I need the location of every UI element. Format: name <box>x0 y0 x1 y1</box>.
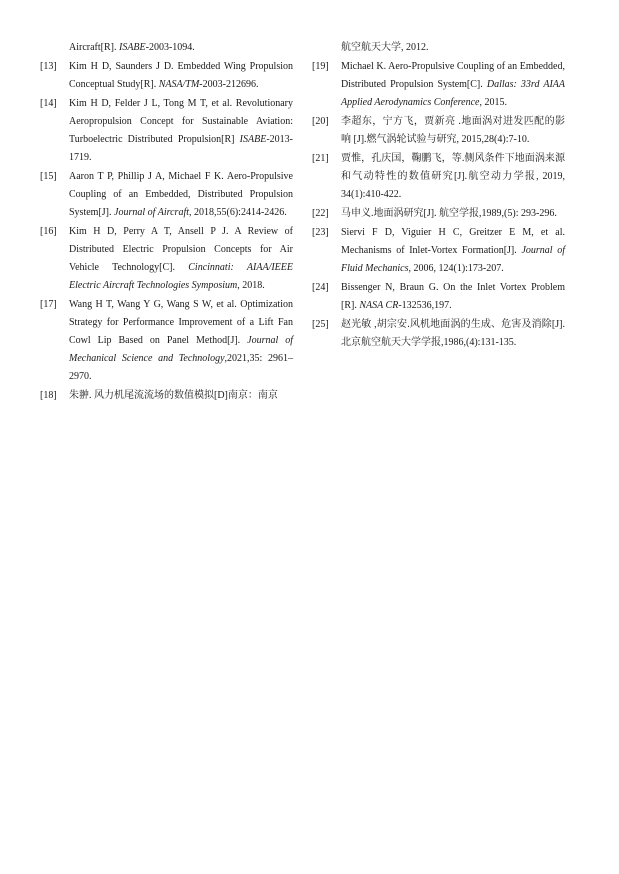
reference-segment: 贾惟，孔庆国，鞠鹏飞，等.侧风条件下地面涡来源和气动特性的数值研究[J].航空动力学报, 2019, 34(1):410-422. <box>341 153 565 200</box>
reference-text <box>69 223 293 295</box>
reference-segment: -132536,197. <box>398 300 452 311</box>
reference-text <box>341 279 565 315</box>
reference-segment: 马申义.地面涡研究[J]. 航空学报,1989,(5): 293-296. <box>341 208 557 219</box>
continuation-tail: -2003-1094. <box>145 42 195 53</box>
reference-number: [15] <box>40 171 57 182</box>
reference-segment: -2013-1719. <box>69 134 293 163</box>
reference-item <box>40 95 293 167</box>
reference-item <box>312 316 565 352</box>
reference-number: [19] <box>312 61 329 72</box>
reference-number: [23] <box>312 227 329 238</box>
reference-number: [22] <box>312 208 329 219</box>
reference-item <box>40 58 293 94</box>
reference-number: [16] <box>40 226 57 237</box>
reference-number: [18] <box>40 390 57 401</box>
reference-italic-segment: NASA/TM <box>158 79 200 90</box>
reference-segment: , 2015. <box>479 97 507 108</box>
reference-item <box>312 150 565 204</box>
left-column <box>40 39 293 405</box>
reference-italic-segment: Journal of Aircraft <box>114 207 189 218</box>
continuation-italic: ISABE <box>118 42 146 53</box>
reference-item <box>312 279 565 315</box>
reference-segment: Kim H D, Perry A T, Ansell P J. A Review of Distributed Electric Propulsion Concepts for Air Vehicle Technology[C]. <box>69 226 293 273</box>
reference-segment: Kim H D, Felder J L, Tong M T, et al. Revolutionary Aeropropulsion Concept for Sustainable Aviation: Turboelectric Distributed Propulsion[R] <box>69 98 293 145</box>
reference-text <box>69 95 293 167</box>
right-column <box>312 39 565 352</box>
right-reference-list <box>312 58 565 352</box>
reference-text <box>69 58 293 94</box>
reference-segment: 朱翀. 风力机尾流流场的数值模拟[D]南京：南京 <box>69 390 278 401</box>
reference-item <box>312 224 565 278</box>
reference-segment: 李超东，宁方飞，贾新亮 .地面涡对进发匹配的影响 [J].燃气涡轮试验与研究, 2015,28(4):7-10. <box>341 116 565 145</box>
reference-italic-segment: Cincinnati: AIAA/IEEE Electric Aircraft Technologies Symposium <box>69 262 294 291</box>
continuation-text: 航空航天大学, 2012. <box>341 42 429 53</box>
reference-italic-segment: Dallas: 33rd AIAA Applied Aerodynamics Conference <box>341 79 565 108</box>
reference-segment: Bissenger N, Braun G. On the Inlet Vortex Problem [R]. <box>341 282 565 311</box>
reference-item <box>312 113 565 149</box>
continuation-text: Aircraft[R]. <box>69 42 119 53</box>
reference-item <box>40 296 293 386</box>
reference-item <box>40 387 293 405</box>
left-reference-list <box>40 58 293 405</box>
reference-number: [25] <box>312 319 329 330</box>
reference-italic-segment: NASA CR <box>359 300 399 311</box>
reference-italic-segment: Journal of Mechanical Science and Technology <box>69 335 294 364</box>
reference-text <box>341 205 565 223</box>
reference-number: [17] <box>40 299 57 310</box>
reference-italic-segment: ISABE <box>239 134 267 145</box>
reference-segment: -2003-212696. <box>199 79 259 90</box>
reference-segment: Aaron T P, Phillip J A, Michael F K. Aero-Propulsive Coupling of an Embedded, Distributed Propulsion System[J]. <box>69 171 293 218</box>
reference-item <box>40 168 293 222</box>
reference-item <box>40 223 293 295</box>
reference-text <box>341 224 565 278</box>
reference-text <box>341 113 565 149</box>
reference-text <box>69 296 293 386</box>
reference-text <box>341 316 565 352</box>
reference-italic-segment: Journal of Fluid Mechanics <box>341 245 565 274</box>
reference-segment: ,2021,35: 2961–2970. <box>69 353 293 382</box>
reference-segment: Kim H D, Saunders J D. Embedded Wing Propulsion Conceptual Study[R]. <box>69 61 293 90</box>
reference-text <box>69 168 293 222</box>
reference-text <box>341 58 565 112</box>
reference-segment: , 2018,55(6):2414-2426. <box>189 207 287 218</box>
reference-number: [24] <box>312 282 329 293</box>
reference-text <box>69 387 293 405</box>
reference-segment: , 2018. <box>237 280 265 291</box>
reference-number: [13] <box>40 61 57 72</box>
reference-text <box>341 150 565 204</box>
reference-segment: Siervi F D, Viguier H C, Greitzer E M, et al. Mechanisms of Inlet-Vortex Formation[J]. <box>341 227 565 256</box>
reference-segment: 赵光敏 ,胡宗安.风机地面涡的生成、危害及消除[J].北京航空航天大学学报,1986,(4):131-135. <box>341 319 565 348</box>
reference-segment: Wang H T, Wang Y G, Wang S W, et al. Optimization Strategy for Performance Improvement of a Lift Fan Cowl Lip Based on Panel Method[J]. <box>69 299 293 346</box>
reference-segment: Michael K. Aero-Propulsive Coupling of an Embedded, Distributed Propulsion System[C]. <box>341 61 565 90</box>
continuation-line <box>40 39 293 57</box>
reference-number: [14] <box>40 98 57 109</box>
continuation-line <box>312 39 565 57</box>
reference-segment: , 2006, 124(1):173-207. <box>408 263 504 274</box>
reference-item <box>312 58 565 112</box>
reference-item <box>312 205 565 223</box>
reference-number: [20] <box>312 116 329 127</box>
reference-number: [21] <box>312 153 329 164</box>
